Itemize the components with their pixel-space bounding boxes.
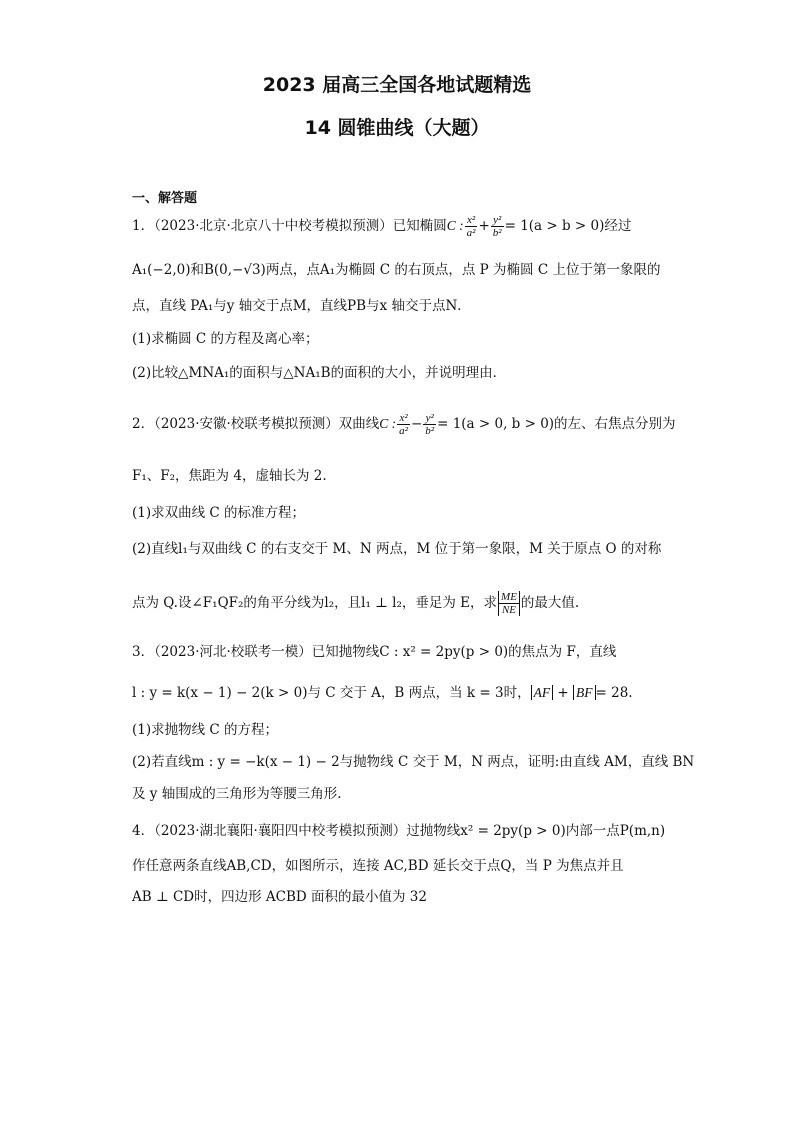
q1-line-3: 点，直线 PA₁与y 轴交于点M，直线PB与x 轴交于点N．	[132, 298, 471, 314]
q3-line-1: 3．（2023·河北·校联考一模）已知抛物线C : x² = 2py(p > 0)的焦点为 F，直线	[132, 644, 617, 660]
document-title: 2023 届高三全国各地试题精选	[262, 74, 532, 96]
q2-part-1: (1)求双曲线 C 的标准方程；	[132, 505, 306, 521]
section-heading: 一、解答题	[132, 191, 198, 206]
q2-frac-x: $\frac{\text{x²}}{\text{a²}}$	[399, 412, 408, 437]
q1-frac-y: $\frac{\text{y²}}{\text{b²}}$	[492, 214, 502, 239]
q3-line-2: l : y = k(x − 1) − 2(k > 0)与 C 交于 A，B 两点，当 k = 3时， AF + BF = 28.	[132, 685, 633, 701]
q2-line-2: F₁、F₂，焦距为 4，虚轴长为 2.	[132, 468, 327, 484]
q2-frac-y: $\frac{\text{y²}}{\text{b²}}$	[425, 412, 435, 437]
document-subtitle: 14 圆锥曲线（大题）	[304, 117, 490, 139]
q3-part-1: (1)求抛物线 C 的方程；	[132, 722, 279, 738]
q1-intro-text: 1．（2023·北京·北京八十中校考模拟预测）已知椭圆	[132, 218, 447, 234]
q1-part-2: (2)比较△MNA₁的面积与△NA₁B的面积的大小，并说明理由．	[132, 365, 507, 381]
q4-line-1: 4．（2023·湖北襄阳·襄阳四中校考模拟预测）过抛物线x² = 2py(p > 0)内部一点P(m,n)	[132, 823, 666, 839]
q2-intro-text: 2．（2023·安徽·校联考模拟预测）双曲线	[132, 416, 380, 432]
q1-part-1: (1)求椭圆 C 的方程及离心率；	[132, 331, 319, 347]
q4-line-3: AB ⊥ CD时，四边形 ACBD 面积的最小值为 32	[132, 889, 427, 905]
q3-part-2: (2)若直线m : y = −k(x − 1) − 2与抛物线 C 交于 M，N 两点，证明:由直线 AM，直线 BN	[132, 754, 695, 770]
q2-condition: = 1(a > 0, b > 0)的左、右焦点分别为	[437, 416, 676, 432]
q4-line-2: 作任意两条直线AB,CD，如图所示，连接 AC,BD 延长交于点Q，当 P 为焦点并且	[132, 858, 624, 874]
q2-ratio-frac: $\frac{ME}{NE}$	[498, 591, 520, 616]
q3-abs-bf: BF	[573, 685, 596, 700]
q2-part-2: (2)直线l₁与双曲线 C 的右支交于 M、N 两点，M 位于第一象限，M 关于原点 O 的对称	[132, 541, 662, 557]
q2-line-5: 点为 Q.设∠F₁QF₂的角平分线为l₂，且l₁ ⊥ l₂，垂足为 E，求 $\frac{ME}{NE}$ 的最大值.	[132, 591, 580, 616]
q3-abs-af: AF	[531, 685, 554, 700]
q1-frac-x: $\frac{\text{x²}}{\text{a²}}$	[466, 214, 476, 239]
q3-line-5: 及 y 轴围成的三角形为等腰三角形.	[132, 786, 342, 802]
q1-curve-label: C :	[446, 218, 464, 233]
q1-line-1: 1．（2023·北京·北京八十中校考模拟预测）已知椭圆C : $\frac{\text{x²}}{\text{a²}}$ + $\frac{\text{y²}}{\text{b²}}$ = 1(a > b > 0)经过	[132, 214, 632, 239]
q1-line-2: A₁(−2,0)和B(0,−√3)两点，点A₁为椭圆 C 的右顶点，点 P 为椭圆 C 上位于第一象限的	[132, 262, 661, 278]
q2-line-1: 2．（2023·安徽·校联考模拟预测）双曲线C : $\frac{\text{x²}}{\text{a²}}$ − $\frac{\text{y²}}{\text{b²}}$ = 1(a > 0, b > 0)的左、右焦点分别为	[132, 412, 676, 437]
q1-condition: = 1(a > b > 0)经过	[504, 218, 632, 234]
